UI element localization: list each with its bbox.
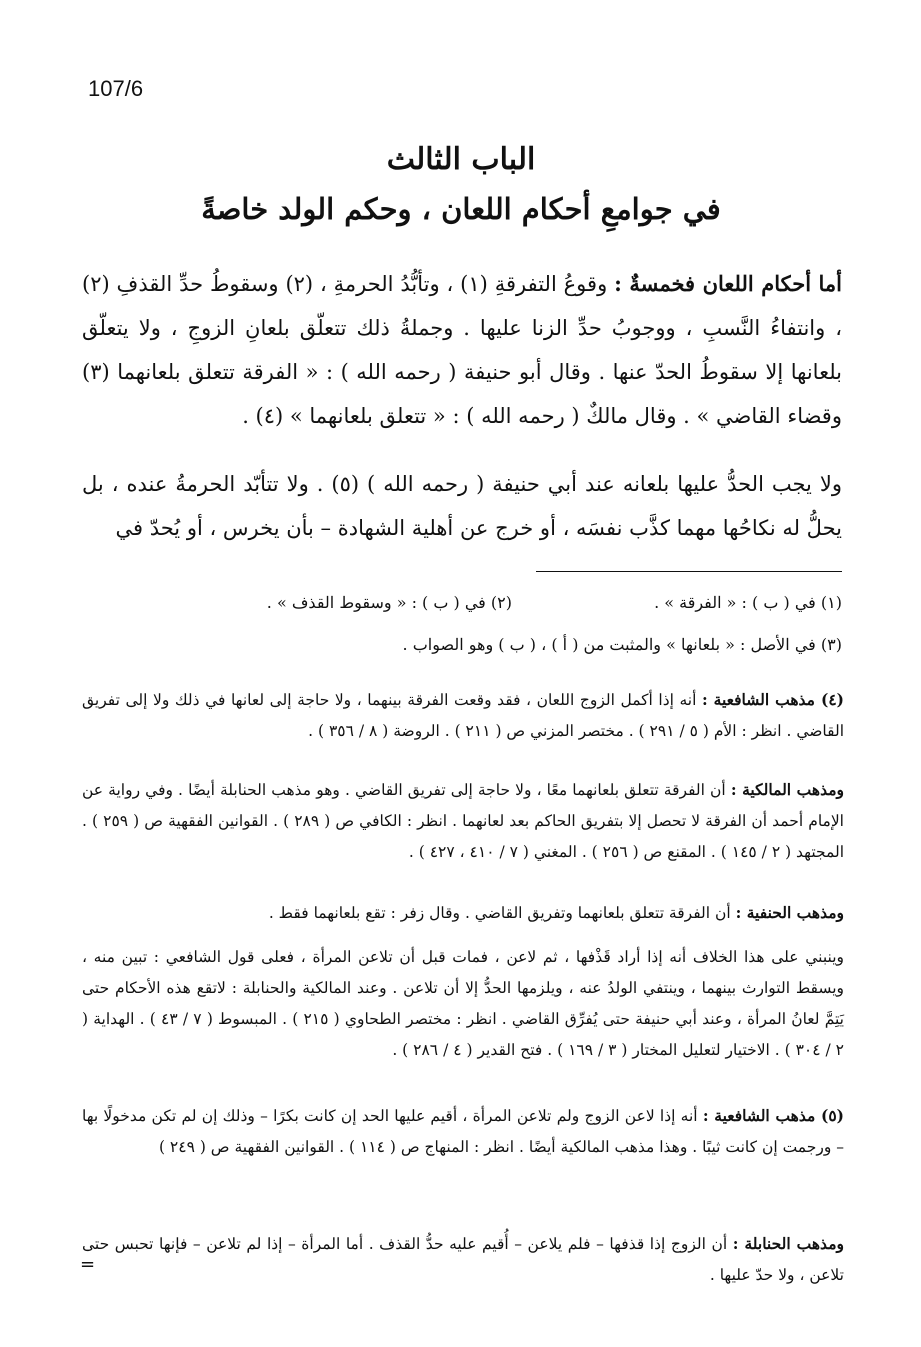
footnote-5-hanbali-label: ومذهب الحنابلة : [732,1234,844,1253]
footnote-3: (٣) في الأصل : « بلعانها » والمثبت من ( أ ) ، ( ب ) وهو الصواب . [402,635,842,654]
page-number: 107/6 [88,76,144,101]
footnote-1: (١) في ( ب ) : « الفرقة » . [654,593,842,612]
footnote-4-maliki [82,774,844,868]
footnote-4-hanafi-label: ومذهب الحنفية : [735,903,844,922]
footnote-4-hanafi-text: أن الفرقة تتعلق بلعانهما وتفريق القاضي . وقال زفر : تقع بلعانهما فقط . [268,904,736,922]
chapter-title: الباب الثالث [386,142,536,177]
paragraph-text: وقوعُ التفرقةِ (١) ، وتأبُّدُ الحرمةِ ، (٢) وسقوطُ حدِّ القذفِ (٢) ، وانتفاءُ النَّسبِ ، ووجوبُ حدِّ الزنا عليها . وجملةُ ذلك تتعلّق بلعانِ الزوجِ ، ولا يتعلّق بلعانها إلا سقوطُ الحدّ عنها . وقال أبو حنيفة ( رحمه الله ) : « الفرقة تتعلق بلعانهما (٣) وقضاء القاضي » . وقال مالكٌ ( رحمه الله ) : « تتعلق بلعانهما » (٤) . [82,272,842,428]
paragraph-hadd: ولا يجب الحدُّ عليها بلعانه عند أبي حنيفة ( رحمه الله ) (٥) . ولا تتأبّد الحرمةُ عنده ، بل يحلُّ له نكاحُها مهما كذَّب نفسَه ، أو خرج عن أهلية الشهادة – بأن يخرس ، أو يُحدّ في [82,472,842,540]
paragraph-rulings [82,262,842,438]
footnote-4-maliki-label: ومذهب المالكية : [730,780,844,799]
paragraph-lead: أما أحكام اللعان فخمسةٌ : [614,271,843,296]
footnote-4-maliki-text: أن الفرقة تتعلق بلعانهما معًا ، ولا حاجة إلى تفريق القاضي . وهو مذهب الحنابلة أيضًا . وفي رواية عن الإمام أحمد أن الفرقة لا تحصل إلا بتفريق الحاكم بعد لعانهما . انظر : الكافي ص ( ٢٨٩ ) . القوانين الفقهية ص ( ٢٥٩ ) . المجتهد ( ٢ / ١٤٥ ) . المقنع ص ( ٢٥٦ ) . المغني ( ٧ / ٤١٠ ، ٤٢٧ ) . [82,781,844,861]
footnote-5 [82,1100,844,1163]
footnote-5-text: أنه إذا لاعن الزوج ولم تلاعن المرأة ، أقيم عليها الحد إن كانت بكرًا – وذلك إن لم تكن مدخولًا بها – ورجمت إن كانت ثيبًا . وهذا مذهب المالكية أيضًا . انظر : المنهاج ص ( ١١٤ ) . القوانين الفقهية ص ( ٢٤٩ ) [82,1107,844,1156]
chapter-subtitle: في جوامعِ أحكام اللعان ، وحكم الولد خاصةً [201,192,721,226]
footnote-5-label: (٥) مذهب الشافعية : [702,1106,844,1125]
footnote-4-text: أنه إذا أكمل الزوج اللعان ، فقد وقعت الفرقة بينهما ، ولا حاجة إلى لعانها في ذلك ولا إلى تفريق القاضي . انظر : الأم ( ٥ / ٢٩١ ) . مختصر المزني ص ( ٢١١ ) . الروضة ( ٨ / ٣٥٦ ) . [82,691,844,740]
footnote-2: (٢) في ( ب ) : « وسقوط القذف » . [266,593,512,612]
footnote-divider [536,571,842,572]
footnote-5-hanbali [82,1228,844,1291]
continuation-mark: = [80,1254,96,1275]
footnote-5-hanbali-text: أن الزوج إذا قذفها – فلم يلاعن – أُقيم عليه حدُّ القذف . أما المرأة – إذا لم تلاعن – فإنها تحبس حتى تلاعن ، ولا حدّ عليها . [82,1235,844,1284]
footnote-4-consequence: وينبني على هذا الخلاف أنه إذا أراد قَذْفها ، ثم لاعن ، فمات قبل أن تلاعن المرأة ، فعلى قول الشافعي : تبين منه ، ويسقط التوارث بينهما ، وينتفي الولدُ عنه ، ويلزمها الحدُّ إلا أن تلاعن . وعند المالكية والحنابلة : لاتقع هذه الأحكام حتى يَتِمَّ لعانُ المرأة ، وعند أبي حنيفة حتى يُفرِّق القاضي . انظر : مختصر الطحاوي ( ٢١٥ ) . المبسوط ( ٧ / ٤٣ ) . الهداية ( ٢ / ٣٠٤ ) . الاختيار لتعليل المختار ( ٣ / ١٦٩ ) . فتح القدير ( ٤ / ٢٨٦ ) . [82,948,844,1059]
footnote-4 [82,684,844,747]
footnote-4-hanafi [82,897,844,929]
footnote-4-label: (٤) مذهب الشافعية : [701,690,845,709]
